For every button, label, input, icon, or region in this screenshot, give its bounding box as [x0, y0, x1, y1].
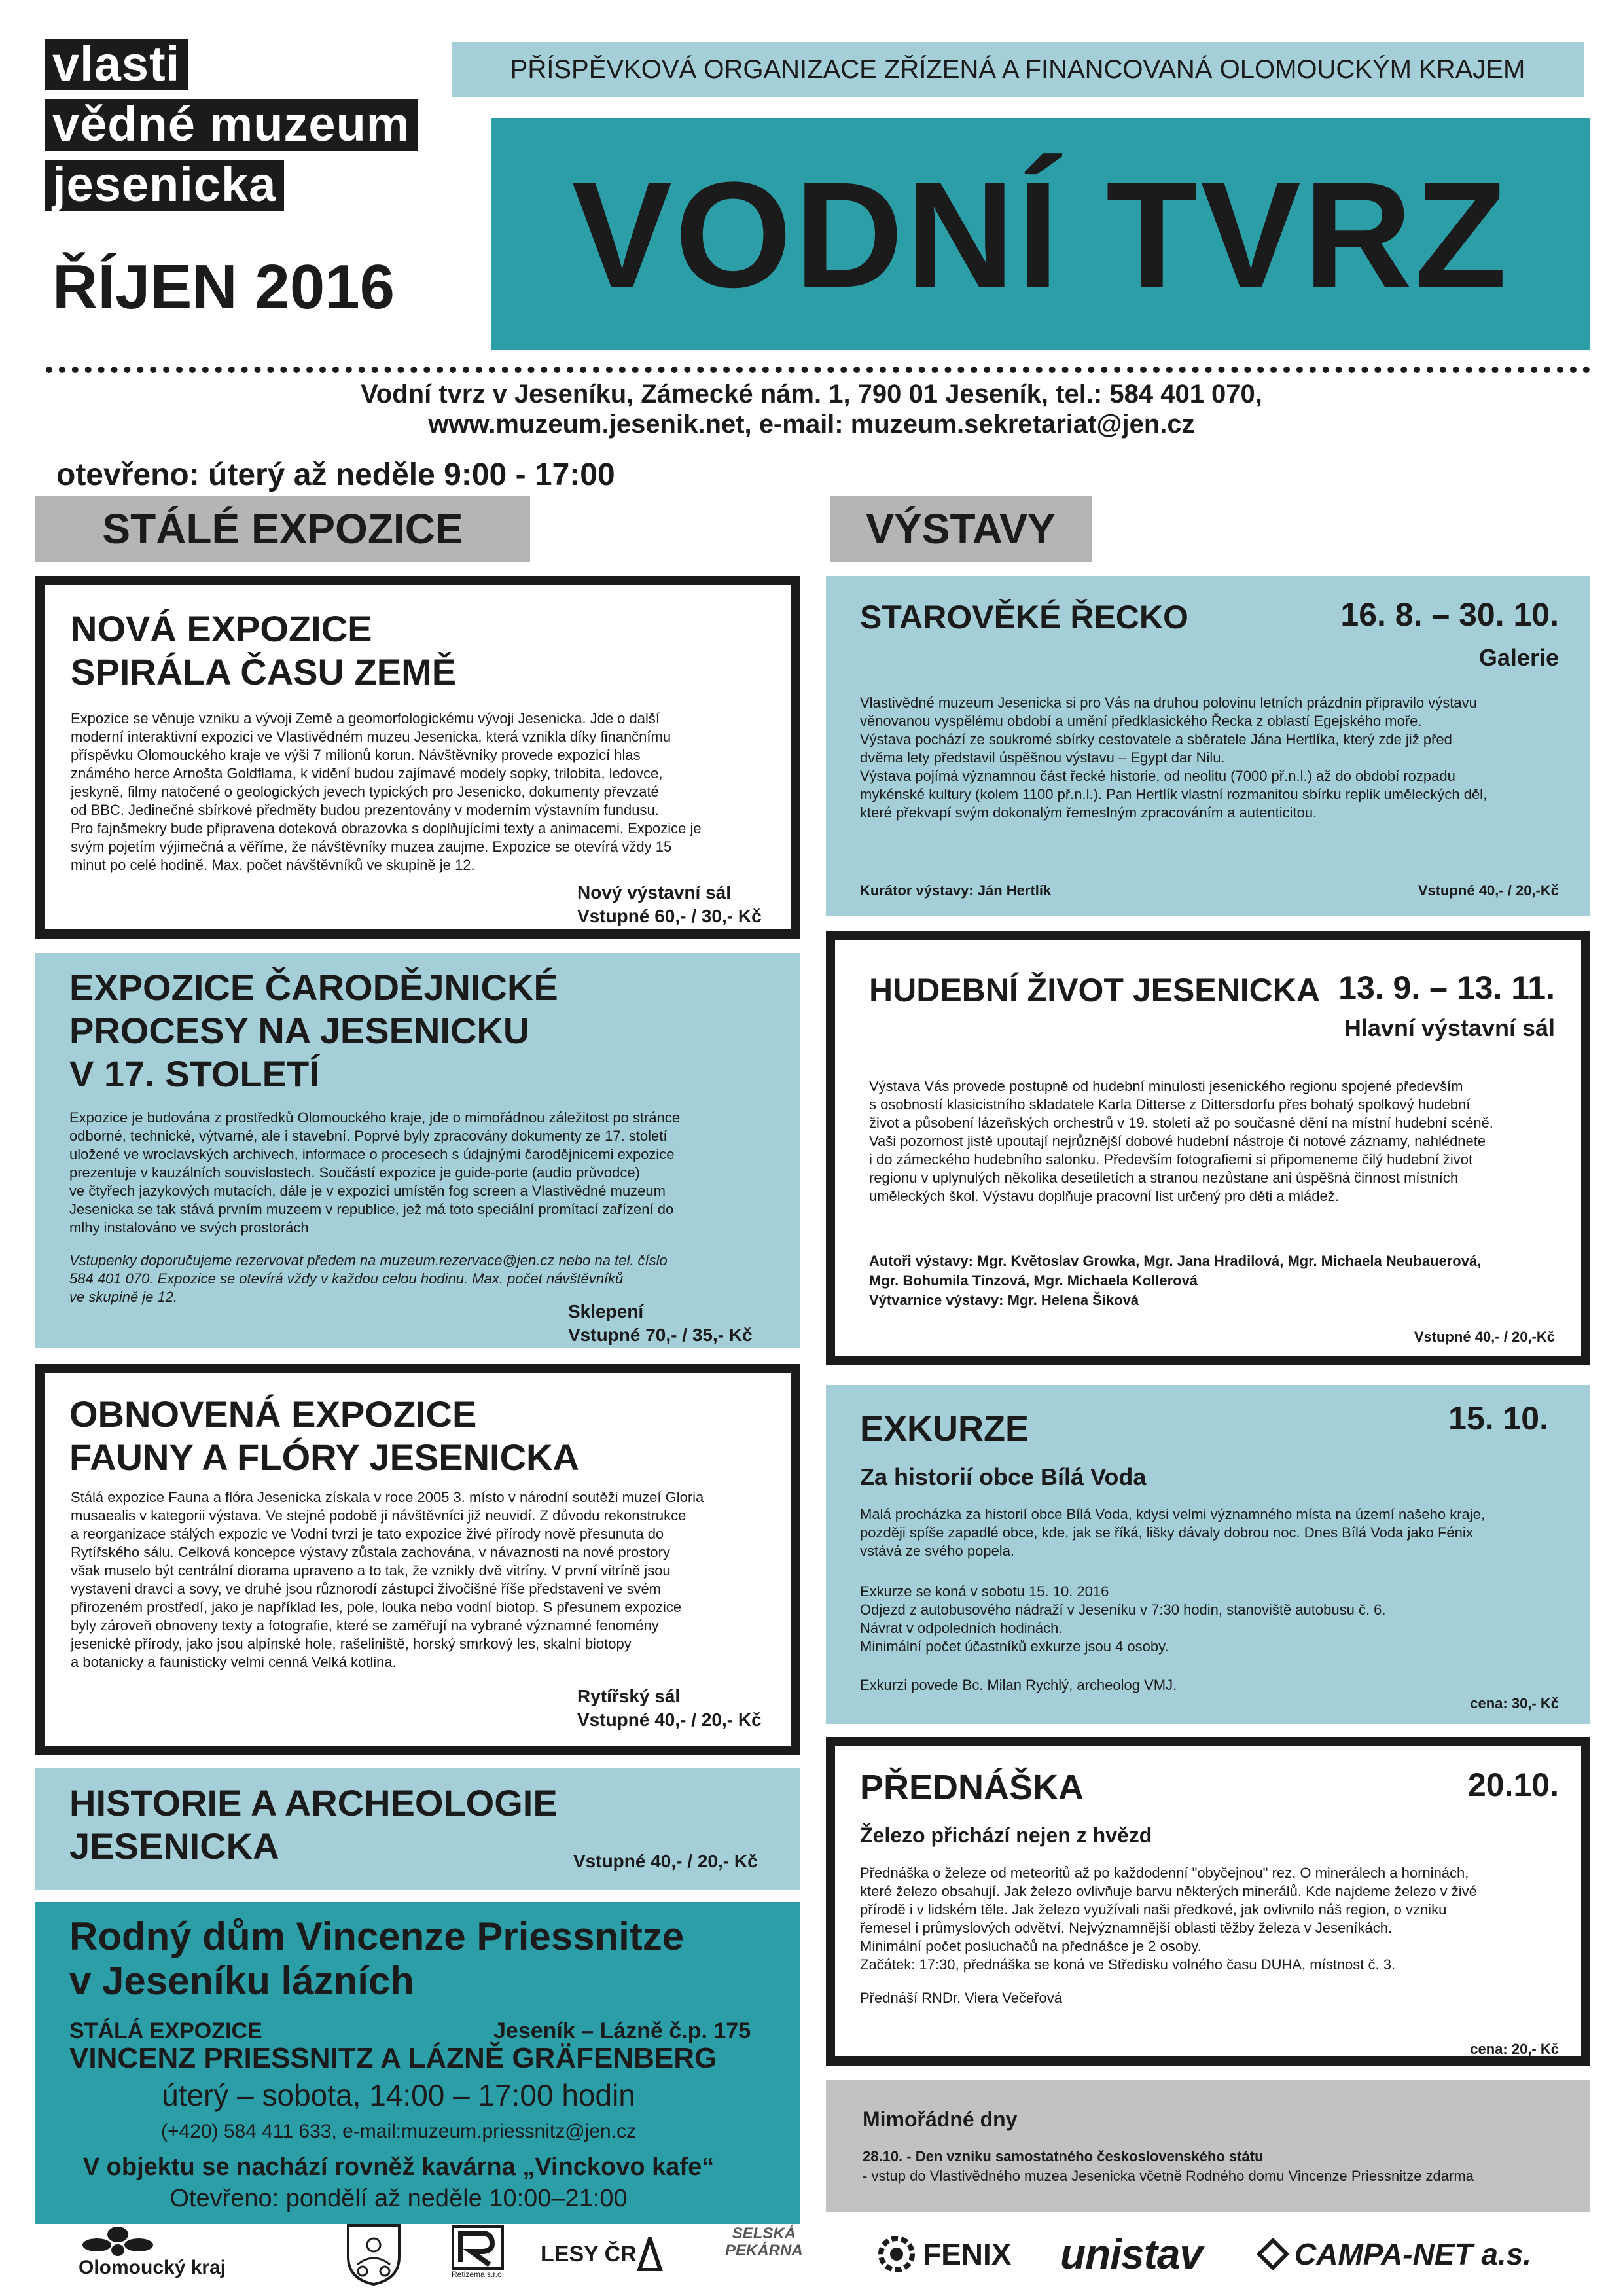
campa-icon: [1257, 2238, 1289, 2270]
p2-italic-text: [69, 1251, 768, 1306]
month-title: ŘÍJEN 2016: [52, 252, 395, 322]
page-title: VODNÍ TVRZ: [571, 151, 1510, 319]
tree-icon: [637, 2237, 663, 2271]
text-line: přírodě i v lidském těle. Jak železo využívali naši předkové, jak ovlivnilo náš region, o vzniku: [860, 1901, 1447, 1918]
r3-title: EXKURZE: [860, 1409, 1029, 1448]
p5-cafe: V objektu se nachází rovněž kavárna „Vinckovo kafe“: [82, 2153, 715, 2181]
text-line: regionu v uplynulých několika desetiletích a stranou nezůstane ani úspěšná činnost místních: [869, 1170, 1459, 1186]
p2-heading-1: EXPOZICE ČARODĚJNICKÉ: [69, 967, 558, 1008]
address-line-2: www.muzeum.jesenik.net, e-mail: muzeum.sekretariat@jen.cz: [428, 410, 1195, 439]
p4-heading-1: HISTORIE A ARCHEOLOGIE: [69, 1782, 558, 1823]
r3-guide: Exkurzi povede Bc. Milan Rychlý, archeolog VMJ.: [860, 1677, 1177, 1693]
campa-net-text: CAMPA-NET a.s.: [1294, 2237, 1532, 2271]
text-line: i do zámeckého hudebního salonku. Především fotografiemi si připomeneme čilý hudební život: [869, 1151, 1473, 1168]
text-line: a reorganizace stálých expozic ve Vodní tvrzi je tato expozice živé přírody nově přesunuta do: [71, 1526, 664, 1542]
text-line: a botanicky a faunisticky velmi cenná Velká kotlina.: [71, 1654, 397, 1670]
text-line: mlhy instalováno ve svých prostorách: [69, 1219, 309, 1236]
panel-priessnitz: [35, 1902, 800, 2224]
text-line: Stálá expozice Fauna a flóra Jesenicka získala v roce 2005 3. místo v národní soutěži muzeí Gloria: [71, 1489, 704, 1505]
panel-mimoradne-dny: [826, 2080, 1590, 2212]
r1-place: Galerie: [1478, 644, 1559, 671]
section-exhibitions: VÝSTAVY: [830, 496, 1092, 562]
logo-line-3: jesenicka: [45, 160, 284, 211]
r3-date: 15. 10.: [1448, 1400, 1548, 1437]
r5-line-2: - vstup do Vlastivědného muzea Jesenicka včetně Rodného domu Vincenze Priessnitze zdarma: [863, 2168, 1474, 2184]
r1-title: STAROVĚKÉ ŘECKO: [860, 599, 1188, 636]
flower-icon: [79, 2225, 157, 2257]
text-line: které překvapí svým dokonalým řemeslným zpracováním a autenticitou.: [860, 804, 1317, 821]
text-line: mykénské kultury (kolem 1100 př.n.l.). Pan Hertlík vlastní rozmanitou sbírku replik uměleckých děl,: [860, 786, 1488, 802]
p5-address: Jeseník – Lázně č.p. 175: [493, 2018, 751, 2043]
r4-date: 20.10.: [1467, 1767, 1559, 1803]
logo-line-1: vlasti: [45, 39, 188, 90]
text-line: uložené ve wroclavských archivech, informace o procesech s údajnými čarodějnicemi expozice: [69, 1146, 675, 1162]
p1-price: Vstupné 60,- / 30,- Kč: [577, 906, 762, 926]
unistav-logo: [1060, 2225, 1202, 2283]
r4-text: [860, 1864, 1567, 1974]
panel-prednaska: [826, 1737, 1590, 2066]
r2-text: [869, 1077, 1563, 1206]
p5-heading-1: Rodný dům Vincenze Priessnitze: [69, 1914, 685, 1958]
panel-historie: [35, 1768, 800, 1890]
text-line: Jesenicka se tak stává prvním muzeem v republice, jež má toto speciální promítací zařízení do: [69, 1201, 674, 1217]
r1-curator: Kurátor výstavy: Ján Hertlík: [860, 882, 1052, 899]
lesy-cr-text: LESY ČR: [541, 2241, 637, 2267]
campa-net-logo: [1257, 2225, 1531, 2283]
text-line: Minimální počet posluchačů na přednášce je 2 osoby.: [860, 1938, 1202, 1954]
text-line: Pro fajnšmekry bude připravena doteková obrazovka s doplňujícími texty a animacemi. Expozice je: [71, 820, 702, 836]
text-line: svým pojetím výjimečná a věříme, že návštěvníky muzea zaujme. Expozice se otevírá vždy 15: [71, 838, 672, 855]
p5-label: STÁLÁ EXPOZICE: [69, 2018, 262, 2043]
pekarna-text: PEKÁRNA: [725, 2242, 803, 2259]
retizema-text: Retizema s.r.o.: [452, 2270, 505, 2279]
retizema-icon: [452, 2225, 504, 2270]
p4-price: Vstupné 40,- / 20,- Kč: [573, 1851, 758, 1871]
text-line: které železo obsahují. Jak železo ovlivňuje barvu některých minerálů. Kde najdeme železo v živé: [860, 1883, 1477, 1899]
r4-speaker: Přednáší RNDr. Viera Večeřová: [860, 1990, 1062, 2006]
p1-place: Nový výstavní sál: [577, 882, 732, 903]
text-line: příspěvku Olomouckého kraje ve výši 7 milionů korun. Návštěvníky provede expozicí hlas: [71, 747, 641, 763]
r2-authors-2: Mgr. Bohumila Tinzová, Mgr. Michaela Kollerová: [869, 1272, 1198, 1289]
p3-heading-1: OBNOVENÁ EXPOZICE: [69, 1393, 477, 1435]
text-line: Začátek: 17:30, přednáška se koná ve Středisku volného času DUHA, místnost č. 3.: [860, 1956, 1396, 1973]
info-line: Odjezd z autobusového nádraží v Jeseníku v 7:30 hodin, stanoviště autobusu č. 6.: [860, 1602, 1386, 1618]
lesy-cr-logo: [541, 2225, 663, 2283]
coat-of-arms-icon: [346, 2223, 402, 2286]
r2-title: HUDEBNÍ ŽIVOT JESENICKA: [869, 972, 1320, 1009]
text-line: Výstava pochází ze soukromé sbírky cestovatele a sběratele Jána Hertlíka, který zde již před: [860, 731, 1452, 747]
text-line: známého herce Arnošta Goldflama, k vidění budou zajímavé modely sopky, trilobita, ledovce,: [71, 765, 663, 781]
selska-pekarna-logo: [725, 2225, 803, 2283]
p2-place: Sklepení: [568, 1301, 644, 1321]
fenix-text: FENIX: [923, 2237, 1012, 2271]
text-line: s osobností klasicistního skladatele Karla Dittersе z Dittersdorfu přes bohatý spolkový hudební: [869, 1096, 1471, 1113]
text-line: Rytířského sálu. Celková koncepce výstavy zůstala zachována, v návaznosti na nové prostory: [71, 1544, 670, 1560]
title-box: [491, 118, 1590, 350]
r1-price: Vstupné 40,- / 20,-Kč: [1418, 882, 1559, 899]
olomoucky-kraj-text: Olomoucký kraj: [79, 2257, 226, 2278]
section-permanent: STÁLÉ EXPOZICE: [35, 496, 530, 562]
fenix-gear-icon: [877, 2234, 916, 2274]
text-line: řemesel i průmyslových odvětví. Nejvýznamnější oblasti těžby železa v Jeseníkách.: [860, 1920, 1393, 1936]
fenix-logo: [877, 2225, 1011, 2283]
panel-fauna-flora: [35, 1364, 800, 1755]
info-line: Minimální počet účastníků exkurze jsou 4 osoby.: [860, 1638, 1169, 1655]
panel-nova-expozice: [35, 576, 800, 939]
panel-carodejnicke: [35, 953, 800, 1348]
p3-heading-2: FAUNY A FLÓRY JESENICKA: [69, 1437, 579, 1478]
r3-subtitle: Za historií obce Bílá Voda: [860, 1463, 1147, 1490]
text-line: moderní interaktivní expozici ve Vlastivědném muzeu Jesenicka, která vznikla díky finančnímu: [71, 728, 671, 745]
p2-text: [69, 1109, 768, 1237]
r4-title: PŘEDNÁŠKA: [860, 1768, 1084, 1807]
olomoucky-kraj-logo: [79, 2225, 226, 2283]
unistav-text: unistav: [1060, 2231, 1203, 2278]
text-line: později spíše zapadlé obce, kde, jak se říká, lišky dávaly dobrou noc. Dnes Bílá Voda jako Fénix: [860, 1524, 1473, 1541]
text-line: minut po celé hodině. Max. počet návštěvníků ve skupině je 12.: [71, 857, 475, 873]
text-line: Výstava pojímá významnou část řecké historie, od neolitu (7000 př.n.l.) až do období rozpadu: [860, 768, 1455, 784]
r3-price: cena: 30,- Kč: [1470, 1695, 1559, 1712]
logo-line-2: vědné muzeum: [45, 99, 418, 151]
city-coat-of-arms: [346, 2225, 402, 2283]
text-line: ve skupině je 12.: [69, 1289, 178, 1305]
r1-date: 16. 8. – 30. 10.: [1340, 596, 1559, 633]
r2-price: Vstupné 40,- / 20,-Kč: [1414, 1329, 1555, 1345]
text-line: Vlastivědné muzeum Jesenicka si pro Vás na druhou polovinu letních prázdnin připravilo výstavu: [860, 694, 1477, 711]
text-line: Vaši pozornost jistě upoutají nejrůznější dobové hudební nástroje či notové záznamy, nahlédnete: [869, 1133, 1486, 1149]
p5-contact: (+420) 584 411 633, e-mail:muzeum.priessnitz@jen.cz: [160, 2121, 637, 2142]
opening-hours: otevřeno: úterý až neděle 9:00 - 17:00: [56, 457, 615, 492]
text-line: uměleckých škol. Výstavu doplňuje pracovní list určený pro děti a mládež.: [869, 1188, 1339, 1204]
text-line: Přednáška o železe od meteoritů až po každodenní "obyčejnou" rez. O minerálech a horninách,: [860, 1865, 1469, 1881]
text-line: jeskyně, filmy natočené o geologických jevech typických pro Jesenicko, dokumenty převzaté: [71, 783, 659, 800]
text-line: Expozice je budována z prostředků Olomouckého kraje, jde o mimořádnou záležitost po stránce: [69, 1109, 681, 1126]
selska-text: SELSKÁ: [732, 2225, 796, 2242]
p5-exhibition-name: VINCENZ PRIESSNITZ A LÁZNĚ GRÄFENBERG: [69, 2042, 717, 2074]
p5-hours: úterý – sobota, 14:00 – 17:00 hodin: [162, 2078, 635, 2112]
info-line: Návrat v odpoledních hodinách.: [860, 1620, 1063, 1636]
p5-cafe-hours: Otevřeno: pondělí až neděle 10:00–21:00: [169, 2185, 628, 2212]
r3-text: [860, 1505, 1559, 1560]
r3-info: [860, 1583, 1559, 1656]
p2-heading-3: V 17. STOLETÍ: [69, 1053, 319, 1094]
r2-authors-1: Autoři výstavy: Mgr. Květoslav Growka, Mgr. Jana Hradilová, Mgr. Michaela Neubauerová,: [869, 1253, 1482, 1269]
p1-heading-1: NOVÁ EXPOZICE: [71, 608, 372, 649]
text-line: přirozeném prostředí, jako je například les, pole, louka nebo vodní biotop. S přesunem expozice: [71, 1599, 682, 1615]
r5-line-1: 28.10. - Den vzniku samostatného československého státu: [863, 2148, 1264, 2164]
r1-text: [860, 694, 1559, 822]
p5-heading-2: v Jeseníku lázních: [69, 1959, 414, 2003]
text-line: věnovanou vyspělému období a umění předklasického Řecka z oblastí Egejského moře.: [860, 713, 1422, 729]
panel-hudebni-zivot: [826, 931, 1590, 1365]
text-line: život a působení lázeňských orchestrů v 19. století až po současné dění na místní hudební scéně.: [869, 1115, 1493, 1131]
p1-heading-2: SPIRÁLA ČASU ZEMĚ: [71, 651, 457, 692]
p3-price: Vstupné 40,- / 20,- Kč: [577, 1710, 762, 1730]
text-line: odborné, technické, výtvarné, ale i stavební. Poprvé byly zpracovány dokumenty ze 17. století: [69, 1128, 668, 1144]
text-line: vystaveni dravci a sovy, ve druhé jsou různorodí zástupci živočišné říše představeni ve svém: [71, 1581, 661, 1597]
p3-place: Rytířský sál: [577, 1686, 681, 1706]
r4-subtitle: Železo přichází nejen z hvězd: [860, 1823, 1152, 1847]
text-line: prezentuje v kauzálních souvislostech. Součástí expozice je guide-porte (audio průvodce): [69, 1164, 640, 1181]
text-line: musaealis v kategorii výstava. Ve stejné podobě ji návštěvníci již neuvidí. Z důvodu rekonstrukce: [71, 1507, 687, 1524]
org-banner: PŘÍSPĚVKOVÁ ORGANIZACE ZŘÍZENÁ A FINANCOVANÁ OLOMOUCKÝM KRAJEM: [452, 42, 1584, 97]
text-line: však muselo být centrální diorama upraveno a to tak, že vznikly dvě vitríny. V první vitríně jsou: [71, 1562, 671, 1579]
text-line: dvěma lety představil úspěšnou výstavu – Egypt dar Nilu.: [860, 749, 1225, 766]
text-line: ve čtyřech jazykových mutacích, dále je v expozici umístěn fog screen a Vlastivědné muzeum: [69, 1183, 666, 1199]
text-line: Malá procházka za historií obce Bílá Voda, kdysi velmi významného místa na území našeho kraje,: [860, 1506, 1486, 1522]
p2-heading-2: PROCESY NA JESENICKU: [69, 1010, 530, 1051]
retizema-logo: [452, 2225, 504, 2283]
p1-text: [71, 709, 771, 874]
dotted-divider: [46, 367, 1590, 373]
text-line: 584 401 070. Expozice se otevírá vždy v každou celou hodinu. Max. počet návštěvníků: [69, 1270, 624, 1287]
r2-date: 13. 9. – 13. 11.: [1338, 969, 1555, 1006]
info-line: Exkurze se koná v sobotu 15. 10. 2016: [860, 1583, 1109, 1600]
text-line: vstává ze svého popela.: [860, 1543, 1015, 1559]
text-line: jesenické přírody, jako jsou alpínské hole, rašeliniště, horský smrkový les, skalní biotopy: [71, 1636, 632, 1652]
p4-heading-2: JESENICKA: [69, 1825, 279, 1867]
address-line-1: Vodní tvrz v Jeseníku, Zámecké nám. 1, 790 01 Jeseník, tel.: 584 401 070,: [361, 380, 1262, 408]
text-line: Vstupenky doporučujeme rezervovat předem na muzeum.rezervace@jen.cz nebo na tel. číslo: [69, 1252, 668, 1268]
text-line: Expozice se věnuje vzniku a vývoji Země a geomorfologickému vývoji Jesenicka. Jde o další: [71, 710, 660, 726]
text-line: Výstava Vás provede postupně od hudební minulosti jesenického regionu spojené především: [869, 1078, 1463, 1094]
text-line: byly zároveň obnoveny texty a fotografie, které se zaměřují na vybrané významné fenomény: [71, 1617, 659, 1634]
p2-price: Vstupné 70,- / 35,- Kč: [568, 1325, 753, 1345]
r4-price: cena: 20,- Kč: [1470, 2041, 1559, 2057]
r5-title: Mimořádné dny: [863, 2108, 1018, 2131]
p3-text: [71, 1488, 772, 1672]
r2-designer: Výtvarnice výstavy: Mgr. Helena Šiková: [869, 1292, 1139, 1308]
panel-starovek-recko: [826, 576, 1590, 916]
text-line: od BBC. Jedinečné sbírkové předměty budou prezentovány v moderním výstavním fundusu.: [71, 802, 659, 818]
panel-exkurze: [826, 1385, 1590, 1724]
r2-place: Hlavní výstavní sál: [1344, 1014, 1555, 1041]
